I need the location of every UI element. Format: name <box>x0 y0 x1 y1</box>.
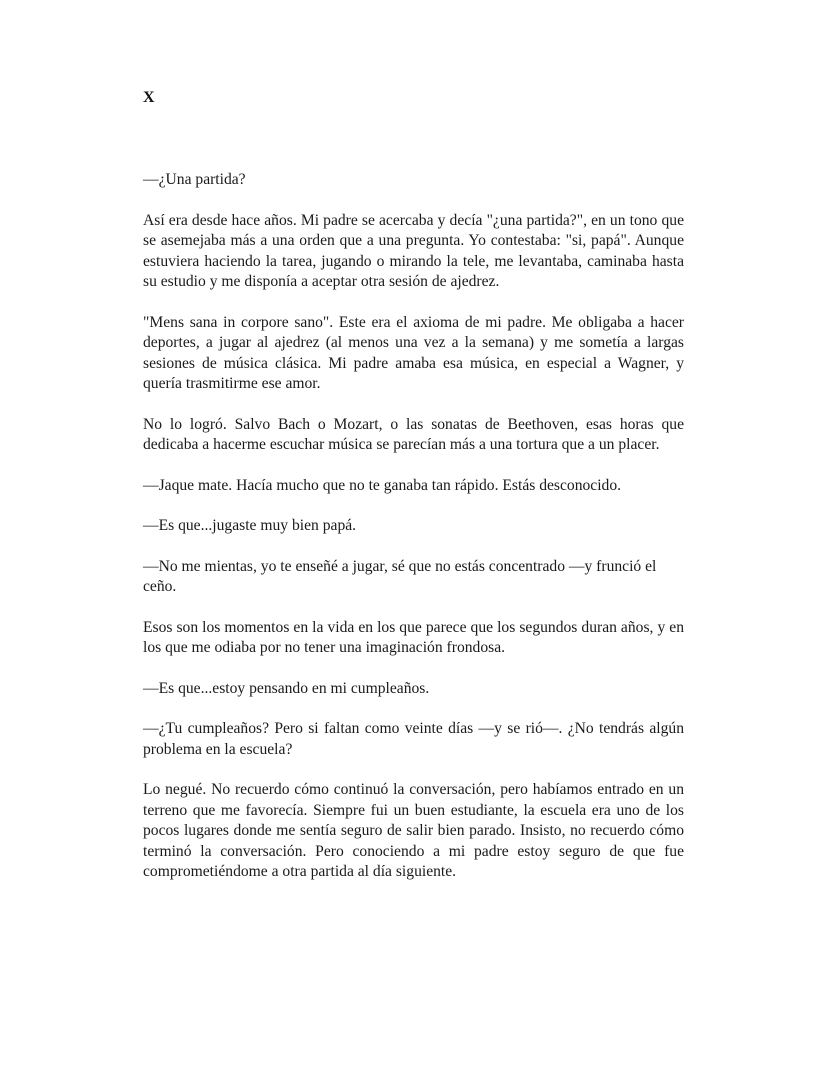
paragraph-reply: —Es que...jugaste muy bien papá. <box>143 517 357 534</box>
paragraph-question: —¿Una partida? <box>143 171 246 188</box>
body-text <box>143 170 684 903</box>
paragraph-moments: Esos son los momentos en la vida en los que parece que los segundos duran años, y en los que me odiaba por no tener una imaginación frondosa. <box>143 618 684 656</box>
paragraph-habit: Así era desde hace años. Mi padre se acercaba y decía "¿una partida?", en un tono que se asemejaba más a una orden que a una pregunta. Yo contestaba: "si, papá". Aunque estuviera haciendo la tarea, jugando o mirando la tele, me levantaba, caminaba hasta su estudio y me disponía a aceptar otra sesión de ajedrez. <box>143 211 684 290</box>
paragraph-lie: —No me mientas, yo te enseñé a jugar, sé que no estás concentrado —y frunció el ceño. <box>143 557 657 595</box>
paragraph-birthday: —Es que...estoy pensando en mi cumpleaños. <box>143 679 430 697</box>
paragraph-school-question: —¿Tu cumpleaños? Pero si faltan como veinte días —y se rió—. ¿No tendrás algún problema en la escuela? <box>143 720 684 758</box>
paragraph-checkmate: —Jaque mate. Hacía mucho que no te ganaba tan rápido. Estás desconocido. <box>143 476 622 494</box>
paragraph-music: No lo logró. Salvo Bach o Mozart, o las sonatas de Beethoven, esas horas que dedicaba a hacerme escuchar música se parecían más a una tortura que a un placer. <box>143 415 684 453</box>
paragraph-axiom: "Mens sana in corpore sano". Este era el axioma de mi padre. Me obligaba a hacer deportes, a jugar al ajedrez (al menos una vez a la semana) y me sometía a largas sesiones de música clásica. Mi padre amaba esa música, en especial a Wagner, y quería trasmitirme ese amor. <box>143 313 684 392</box>
paragraph-denial: Lo negué. No recuerdo cómo continuó la conversación, pero habíamos entrado en un terreno que me favorecía. Siempre fui un buen estudiante, la escuela era uno de los pocos lugares donde me sentía seguro de salir bien parado. Insisto, no recuerdo cómo terminó la conversación. Pero conociendo a mi padre estoy seguro de que fue comprometiéndome a otra partida al día siguiente. <box>143 781 684 880</box>
chapter-heading: X <box>143 89 155 106</box>
